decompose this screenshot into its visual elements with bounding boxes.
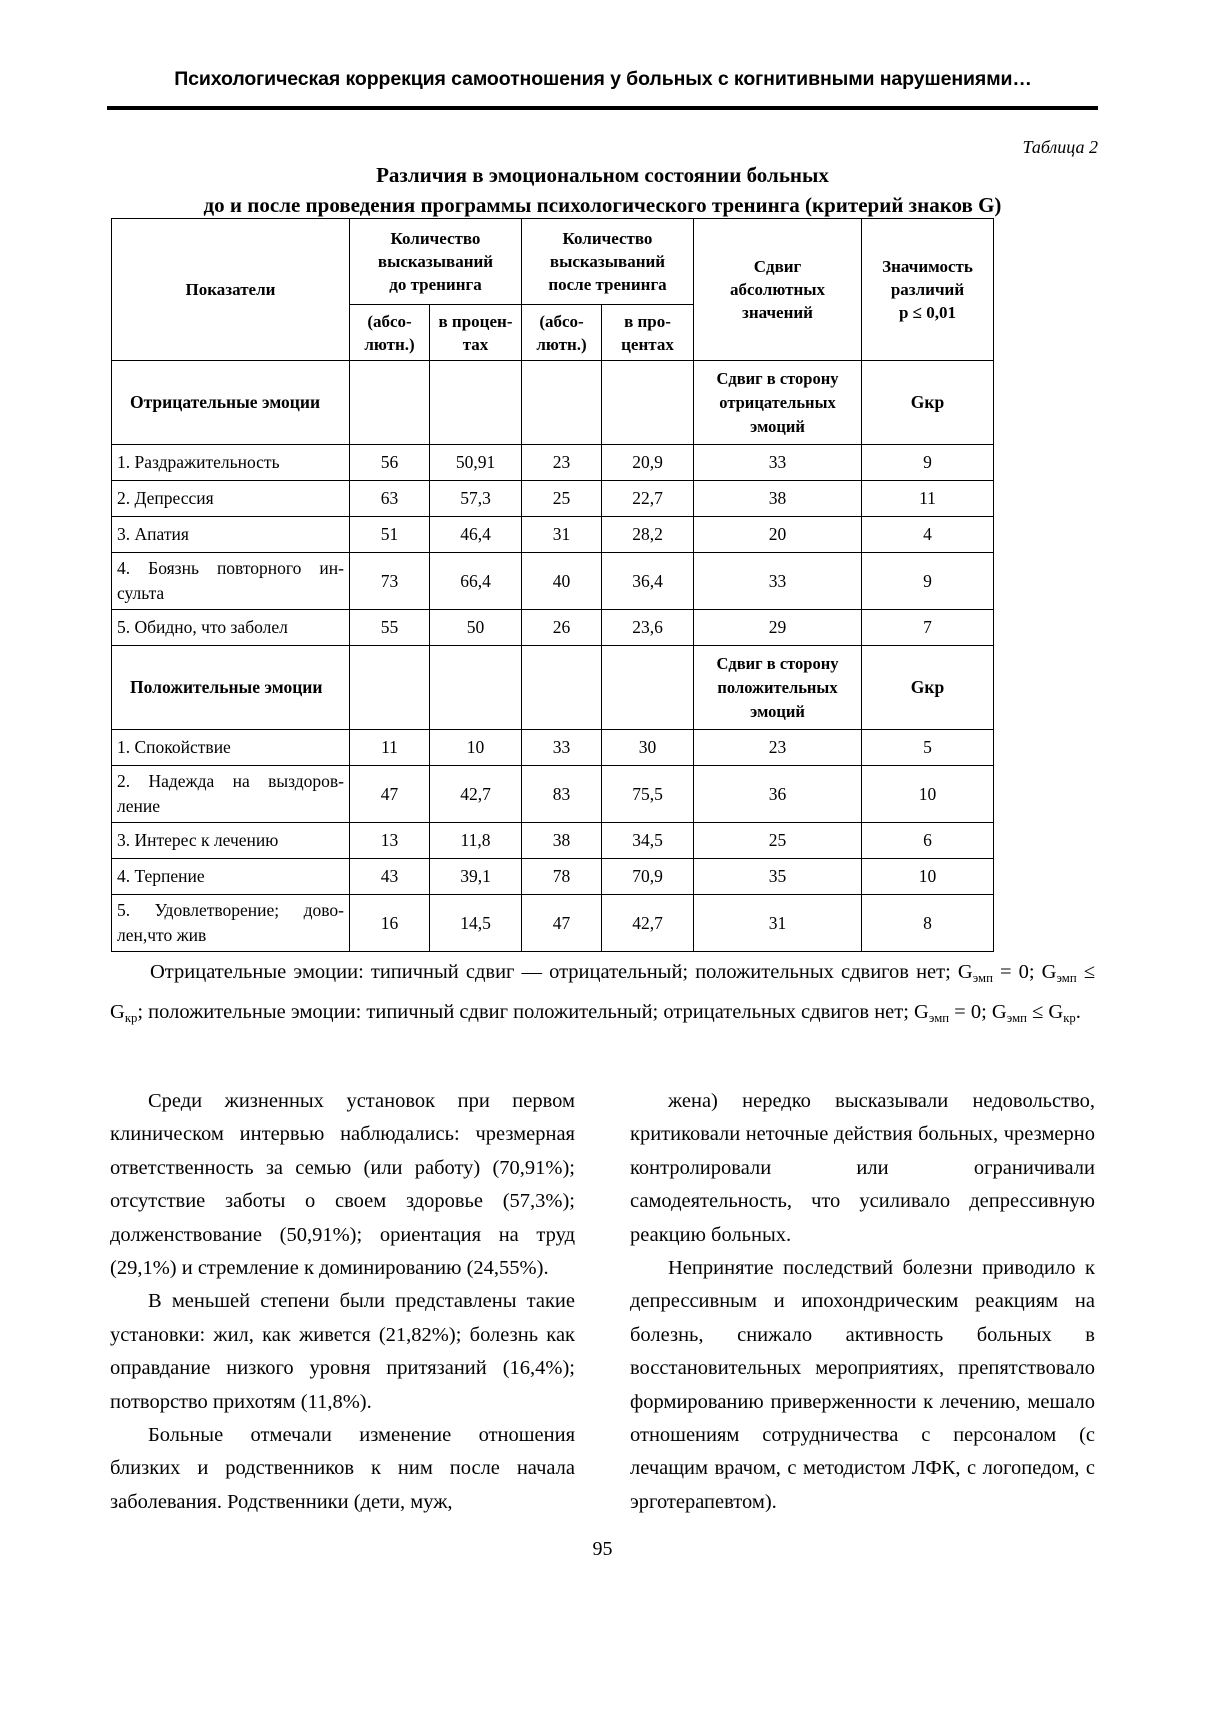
th-count-before xyxy=(350,219,522,305)
row-abs-before: 13 xyxy=(350,823,430,859)
row-pct-after: 34,5 xyxy=(602,823,694,859)
row-pct-before: 14,5 xyxy=(430,895,522,952)
footnote-sub-4: эмп xyxy=(928,1011,950,1026)
row-abs-before: 73 xyxy=(350,553,430,610)
th-count-after-l2: высказываний xyxy=(549,252,666,271)
row-indicator: 3. Апатия xyxy=(112,517,350,553)
paragraph: Среди жизненных установок при первом клиническом интервью наблюдались: чрезмерная ответственность за семью (или работу) (70,91%); отсутствие заботы о своем здоровье (57,3%); долженствование (50,91%); ориентация на труд (29,1%) и стремление к доминированию (24,55%). xyxy=(110,1090,575,1280)
row-indicator: 5. Удовлетворение; дово-лен,что жив xyxy=(112,895,350,952)
row-pct-before: 57,3 xyxy=(430,481,522,517)
row-pct-after: 70,9 xyxy=(602,859,694,895)
th-count-before-l2: высказываний xyxy=(377,252,494,271)
row-indicator: 2. Надежда на выздоров-ление xyxy=(112,766,350,823)
th-abs-after xyxy=(522,305,602,361)
table-header-row-primary xyxy=(112,219,994,305)
th-count-after-l1: Количество xyxy=(562,229,653,248)
section-negative-gkr: Gкр xyxy=(862,361,994,445)
footnote-part-7: . xyxy=(1075,1001,1081,1024)
row-pct-before: 66,4 xyxy=(430,553,522,610)
row-abs-before: 55 xyxy=(350,610,430,646)
row-indicator: 3. Интерес к лечению xyxy=(112,823,350,859)
th-absolute-shift-l1: Сдвиг xyxy=(753,257,802,276)
table-number-label: Таблица 2 xyxy=(1022,137,1098,157)
row-pct-after: 28,2 xyxy=(602,517,694,553)
row-abs-before: 11 xyxy=(350,730,430,766)
section-positive-shift-note-l2: положительных xyxy=(717,677,838,697)
body-column-right xyxy=(630,1085,1095,1519)
footnote-sub-2: эмп xyxy=(1056,971,1077,986)
row-pct-after: 23,6 xyxy=(602,610,694,646)
row-shift: 38 xyxy=(694,481,862,517)
row-shift: 20 xyxy=(694,517,862,553)
th-absolute-shift-l3: значений xyxy=(742,303,813,322)
table-footnote-paragraph xyxy=(110,955,1095,1035)
th-pct-after xyxy=(602,305,694,361)
row-abs-before: 47 xyxy=(350,766,430,823)
table-row xyxy=(112,481,994,517)
paragraph: В меньшей степени были представлены такие установки: жил, как живется (21,82%); болезнь как оправдание низкого уровня притязаний (16,4%); потворство прихотям (11,8%). xyxy=(110,1290,575,1413)
row-significance: 10 xyxy=(862,766,994,823)
row-pct-after: 36,4 xyxy=(602,553,694,610)
table-title-line-1: Различия в эмоциональном состоянии больных xyxy=(376,163,829,187)
th-significance-l2: различий xyxy=(890,280,965,299)
section-positive-gkr: Gкр xyxy=(862,646,994,730)
row-pct-after: 75,5 xyxy=(602,766,694,823)
section-negative-shift-note-l1: Сдвиг в сторону xyxy=(716,368,839,388)
body-columns xyxy=(110,1085,1095,1513)
th-abs-after-l2: лютн.) xyxy=(536,334,587,354)
section-positive-pct-after xyxy=(602,646,694,730)
th-pct-after-l2: центах xyxy=(621,334,674,354)
table-row xyxy=(112,610,994,646)
section-header-row-positive xyxy=(112,646,994,730)
th-pct-after-l1: в про- xyxy=(624,311,671,331)
row-pct-after: 42,7 xyxy=(602,895,694,952)
row-pct-before: 46,4 xyxy=(430,517,522,553)
page-number: 95 xyxy=(592,1538,613,1560)
row-indicator: 4. Терпение xyxy=(112,859,350,895)
row-shift: 25 xyxy=(694,823,862,859)
section-positive-shift-note-l1: Сдвиг в сторону xyxy=(716,653,839,673)
row-significance: 9 xyxy=(862,445,994,481)
table-row xyxy=(112,895,994,952)
footnote-part-4: ; положительные эмоции: типичный сдвиг положительный; отрицательных сдвигов нет; G xyxy=(137,1001,929,1024)
paragraph: Непринятие последствий болезни приводило к депрессивным и ипохондрическим реакциям на болезнь, снижало активность больных в восстановительных мероприятиях, препятствовало формированию приверженности к лечению, мешало отношениям сотрудничества с персоналом (с лечащим врачом, с методистом ЛФК, с логопедом, с эрготерапевтом). xyxy=(630,1257,1095,1513)
row-indicator: 1. Раздражительность xyxy=(112,445,350,481)
th-absolute-shift xyxy=(694,219,862,361)
section-positive-abs-before xyxy=(350,646,430,730)
row-abs-after: 78 xyxy=(522,859,602,895)
footnote-sub-6: кр xyxy=(1063,1011,1076,1026)
row-significance: 5 xyxy=(862,730,994,766)
table-title-line-2: до и после проведения программы психологического тренинга (критерий знаков G) xyxy=(203,193,1002,217)
th-significance xyxy=(862,219,994,361)
row-indicator: 5. Обидно, что заболел xyxy=(112,610,350,646)
row-indicator: 2. Депрессия xyxy=(112,481,350,517)
row-significance: 8 xyxy=(862,895,994,952)
row-pct-after: 30 xyxy=(602,730,694,766)
row-abs-before: 43 xyxy=(350,859,430,895)
row-abs-before: 56 xyxy=(350,445,430,481)
th-pct-before-l2: тах xyxy=(462,334,489,354)
footnote-part-2: = 0; G xyxy=(992,961,1057,983)
row-shift: 35 xyxy=(694,859,862,895)
row-abs-after: 47 xyxy=(522,895,602,952)
row-pct-before: 39,1 xyxy=(430,859,522,895)
section-label-positive: Положительные эмоции xyxy=(112,646,350,730)
row-shift: 33 xyxy=(694,553,862,610)
th-count-after-l3: после тренинга xyxy=(548,275,667,294)
table-row xyxy=(112,766,994,823)
emotions-comparison-table xyxy=(111,218,994,952)
row-shift: 33 xyxy=(694,445,862,481)
footnote-sub-1: эмп xyxy=(972,971,993,986)
row-pct-before: 50 xyxy=(430,610,522,646)
row-abs-before: 63 xyxy=(350,481,430,517)
th-absolute-shift-l2: абсолютных xyxy=(729,280,826,299)
table-row xyxy=(112,445,994,481)
th-count-after xyxy=(522,219,694,305)
row-pct-before: 11,8 xyxy=(430,823,522,859)
footnote-part-1: Отрицательные эмоции: типичный сдвиг — отрицательный; положительных сдвигов нет; G xyxy=(150,961,973,983)
row-abs-after: 83 xyxy=(522,766,602,823)
th-abs-before-l1: (абсо- xyxy=(367,311,412,331)
section-positive-abs-after xyxy=(522,646,602,730)
footnote-part-5: = 0; G xyxy=(949,1001,1007,1024)
body-column-left xyxy=(110,1085,575,1519)
section-negative-abs-before xyxy=(350,361,430,445)
row-pct-before: 50,91 xyxy=(430,445,522,481)
paragraph: жена) нередко высказывали недовольство, критиковали неточные действия больных, чрезмерно контролировали или ограничивали самодеятельность, что усиливало депрессивную реакцию больных. xyxy=(630,1090,1095,1246)
table-row xyxy=(112,730,994,766)
row-significance: 9 xyxy=(862,553,994,610)
section-positive-pct-before xyxy=(430,646,522,730)
footnote-sub-3: кр xyxy=(124,1011,138,1026)
section-negative-pct-before xyxy=(430,361,522,445)
table-row xyxy=(112,517,994,553)
row-abs-before: 16 xyxy=(350,895,430,952)
section-negative-pct-after xyxy=(602,361,694,445)
row-significance: 7 xyxy=(862,610,994,646)
footnote-part-3: ≤ G xyxy=(110,961,1095,1024)
row-abs-after: 25 xyxy=(522,481,602,517)
row-abs-after: 33 xyxy=(522,730,602,766)
row-abs-after: 38 xyxy=(522,823,602,859)
running-head-rule xyxy=(107,106,1098,110)
row-shift: 29 xyxy=(694,610,862,646)
row-pct-after: 22,7 xyxy=(602,481,694,517)
row-shift: 31 xyxy=(694,895,862,952)
th-abs-before xyxy=(350,305,430,361)
th-count-before-l1: Количество xyxy=(390,229,481,248)
row-abs-after: 40 xyxy=(522,553,602,610)
table-row xyxy=(112,553,994,610)
row-abs-after: 26 xyxy=(522,610,602,646)
section-positive-shift-note-l3: эмоций xyxy=(750,701,805,721)
paragraph: Больные отмечали изменение отношения близких и родственников к ним после начала заболевания. Родственники (дети, муж, xyxy=(110,1424,575,1513)
th-significance-l3: p ≤ 0,01 xyxy=(898,303,957,322)
footnote-part-6: ≤ G xyxy=(1026,1001,1064,1024)
section-positive-shift-note xyxy=(694,646,862,730)
row-indicator: 4. Боязнь повторного ин-сульта xyxy=(112,553,350,610)
row-shift: 36 xyxy=(694,766,862,823)
section-label-negative: Отрицательные эмоции xyxy=(112,361,350,445)
table-title xyxy=(107,160,1098,220)
row-abs-after: 23 xyxy=(522,445,602,481)
row-significance: 10 xyxy=(862,859,994,895)
running-head: Психологическая коррекция самоотношения у больных с когнитивными нарушениями… xyxy=(174,68,1032,90)
th-pct-before xyxy=(430,305,522,361)
row-pct-after: 20,9 xyxy=(602,445,694,481)
footnote-sub-5: эмп xyxy=(1006,1011,1027,1026)
section-header-row-negative xyxy=(112,361,994,445)
th-pct-before-l1: в процен- xyxy=(438,311,513,331)
section-negative-shift-note-l2: отрицательных xyxy=(719,392,836,412)
row-pct-before: 42,7 xyxy=(430,766,522,823)
table-row xyxy=(112,823,994,859)
th-indicators: Показатели xyxy=(112,219,350,361)
row-significance: 6 xyxy=(862,823,994,859)
th-abs-before-l2: лютн.) xyxy=(364,334,415,354)
row-indicator: 1. Спокойствие xyxy=(112,730,350,766)
table-row xyxy=(112,859,994,895)
th-count-before-l3: до тренинга xyxy=(389,275,482,294)
row-significance: 11 xyxy=(862,481,994,517)
row-shift: 23 xyxy=(694,730,862,766)
row-abs-after: 31 xyxy=(522,517,602,553)
section-negative-shift-note xyxy=(694,361,862,445)
row-abs-before: 51 xyxy=(350,517,430,553)
section-negative-shift-note-l3: эмоций xyxy=(750,416,805,436)
row-significance: 4 xyxy=(862,517,994,553)
section-negative-abs-after xyxy=(522,361,602,445)
th-abs-after-l1: (абсо- xyxy=(539,311,584,331)
th-significance-l1: Значимость xyxy=(882,257,973,276)
row-pct-before: 10 xyxy=(430,730,522,766)
